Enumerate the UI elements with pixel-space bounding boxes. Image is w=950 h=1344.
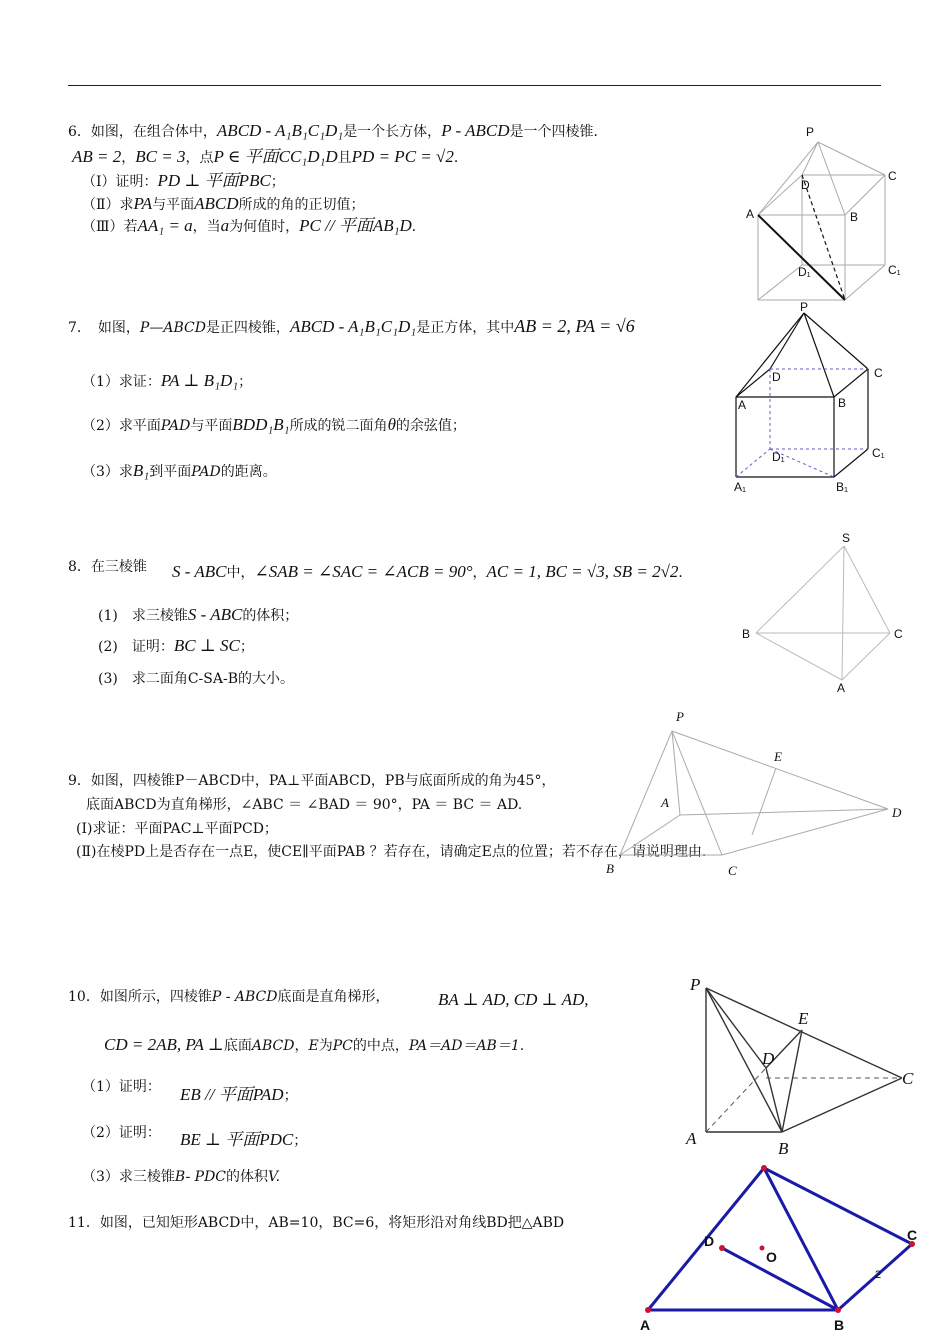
- q6-text: ；: [270, 174, 285, 190]
- q6-text: （Ⅱ）求: [82, 197, 134, 213]
- q8-text: 中，: [226, 565, 255, 581]
- q8-line1: [68, 558, 147, 576]
- fig7-label-A1: A₁: [734, 480, 747, 494]
- q10-part1: [82, 1078, 161, 1096]
- q7-line1: [68, 317, 635, 337]
- q6-math: P - ABCD: [441, 121, 510, 140]
- q7-text: 的距离。: [220, 464, 277, 480]
- q7-text: P—ABCD: [139, 320, 206, 336]
- fig6-label-A: A: [746, 207, 755, 221]
- fig10-edge-PD: [706, 988, 766, 1068]
- fig11-edge: [764, 1168, 912, 1244]
- fig9-label-P: P: [676, 709, 684, 724]
- q6-line2: [72, 148, 468, 167]
- fig11-label-A: A: [640, 1317, 651, 1333]
- q6-math: PD ⊥ 平面PBC: [157, 171, 271, 190]
- fig8-edge-SB: [756, 546, 844, 633]
- figure-6-diagram: [740, 120, 910, 310]
- q10-line1: [68, 988, 389, 1006]
- q7-text: 与平面: [190, 418, 233, 434]
- q7-math: B₁: [132, 461, 150, 480]
- q10-line1-math: [438, 991, 589, 1010]
- q6-text: ．: [411, 219, 426, 235]
- q6-part1: [82, 172, 285, 191]
- q10-math: BA ⊥ AD, CD ⊥ AD,: [438, 990, 589, 1009]
- q10-text: 为: [318, 1038, 333, 1054]
- q7-text: PAD: [191, 464, 221, 480]
- fig8-label-A: A: [837, 681, 846, 695]
- q10-part2: [82, 1124, 161, 1142]
- figure-9-diagram: [600, 705, 910, 885]
- q8-part1: [98, 606, 298, 625]
- q8-math: BC ⊥ SC: [173, 636, 240, 655]
- fig9-label-D: D: [892, 805, 902, 820]
- fig7-label-C1: C₁: [872, 446, 885, 460]
- fig8-edge-BA: [756, 633, 842, 680]
- q6-math: PA: [133, 194, 153, 213]
- figure-10-diagram: [684, 970, 924, 1160]
- q8-text: ．: [678, 565, 693, 581]
- q8-text: (1) 求三棱锥: [98, 608, 188, 624]
- q10-text: （1）证明：: [82, 1079, 161, 1095]
- q6-text: ，: [121, 150, 136, 166]
- q10-text: P - ABCD: [211, 989, 278, 1005]
- fig11-point-O: [760, 1246, 765, 1251]
- fig11-point: [761, 1165, 767, 1171]
- q6-math: PC // 平面AB₁D: [299, 216, 412, 235]
- q8-math: S - ABC: [172, 562, 227, 581]
- fig9-label-B: B: [606, 861, 614, 876]
- fig7-edge: [736, 369, 770, 397]
- q7-math: θ: [387, 415, 396, 434]
- q10-text: V.: [268, 1169, 281, 1185]
- fig8-label-S: S: [842, 531, 851, 545]
- q10-text: 底面: [223, 1038, 252, 1054]
- q10-text: E: [308, 1038, 319, 1054]
- fig9-edge-PB: [620, 731, 672, 855]
- q7-text: 是正方体，其中: [416, 320, 515, 336]
- q6-text: （Ⅲ）若: [82, 219, 138, 235]
- q10-text: 的体积: [226, 1169, 269, 1185]
- q7-text: （1）求证：: [82, 374, 161, 390]
- q7-text: 所成的锐二面角: [289, 418, 388, 434]
- q7-math: ABCD - A₁B₁C₁D₁: [289, 317, 417, 336]
- q10-text: ABCD: [251, 1038, 295, 1054]
- q10-math: BE ⊥ 平面PDC: [180, 1130, 294, 1149]
- fig6-label-C: C: [888, 169, 897, 183]
- q6-math: ABCD - A₁B₁C₁D₁: [216, 121, 344, 140]
- q7-text: ；: [238, 374, 253, 390]
- q7-text: PAD: [160, 418, 191, 434]
- fig6-edge: [845, 265, 885, 300]
- fig10-edge-BC: [782, 1078, 902, 1132]
- q8-text: ，: [472, 565, 487, 581]
- q7-part1: [82, 372, 252, 391]
- q6-math: PD = PC = √2: [351, 147, 454, 166]
- q6-text: ，点: [185, 150, 214, 166]
- q7-text: 是正四棱锥，: [205, 320, 290, 336]
- q6-text: 与平面: [152, 197, 195, 213]
- fig10-edge-EB: [782, 1030, 802, 1132]
- fig8-edge-CA: [842, 633, 890, 680]
- q7-text: 7． 如图，: [68, 320, 140, 336]
- fig8-edge-SA: [842, 546, 844, 680]
- q7-math: AB = 2, PA = √6: [514, 316, 635, 336]
- q8-line1-rest: [172, 563, 692, 582]
- q10-text: ，: [294, 1038, 309, 1054]
- fig11-label-O: O: [766, 1249, 777, 1265]
- q6-text: ．: [453, 150, 468, 166]
- fig7-label-B1: B₁: [836, 480, 849, 494]
- q10-part3: [82, 1168, 280, 1186]
- q7-math: BDD₁B₁: [232, 415, 290, 434]
- q8-math: AC = 1, BC = √3, SB = 2√2: [486, 562, 679, 581]
- fig7-label-D1: D₁: [772, 450, 785, 464]
- fig7-label-A: A: [738, 398, 747, 412]
- fig9-edge-PC: [672, 731, 722, 855]
- fig8-label-B: B: [742, 627, 751, 641]
- q8-math: ∠SAB = ∠SAC = ∠ACB = 90°: [254, 562, 473, 581]
- fig10-label-A: A: [686, 1129, 697, 1148]
- q10-text: 的中点，: [352, 1038, 409, 1054]
- q7-math: PA ⊥ B₁D₁: [160, 371, 239, 390]
- fig10-label-C: C: [902, 1069, 914, 1088]
- q10-math: CD = 2AB, PA ⊥: [104, 1035, 224, 1054]
- q10-line2: [104, 1036, 524, 1055]
- q6-text: 所成的角的正切值；: [238, 197, 365, 213]
- fig7-label-D: D: [772, 370, 781, 384]
- q10-text: 10．如图所示，四棱锥: [68, 989, 212, 1005]
- fig6-label-D: D: [801, 178, 810, 192]
- fig7-label-C: C: [874, 366, 883, 380]
- fig7-edge: [834, 369, 868, 397]
- q7-part2: [82, 416, 466, 435]
- q7-text: （2）求平面: [82, 418, 161, 434]
- q9-line1: 9．如图，四棱锥P－ABCD中，PA⊥平面ABCD，PB与底面所成的角为45°，: [68, 773, 556, 789]
- fig6-label-D1: D₁: [798, 265, 811, 279]
- q7-text: （3）求: [82, 464, 133, 480]
- fig11-point-A: [645, 1307, 651, 1313]
- fig7-hidden-edge: [736, 449, 770, 477]
- fig9-edge-EC: [752, 768, 776, 835]
- fig11-point-D: [719, 1245, 725, 1251]
- fig6-edge: [758, 175, 802, 215]
- fig10-label-E: E: [798, 1009, 809, 1028]
- q8-text: 8．在三棱锥: [68, 559, 147, 575]
- fig9-edge-BA: [620, 815, 680, 855]
- fig6-label-P: P: [806, 125, 815, 139]
- q9-part1: (Ⅰ)求证：平面PAC⊥平面PCD；: [76, 821, 278, 837]
- q7-text: 的余弦值；: [395, 418, 466, 434]
- q10-part1-math: [180, 1086, 298, 1105]
- q6-text: 是一个四棱锥．: [509, 124, 608, 140]
- fig10-edge-PC: [706, 988, 902, 1078]
- fig10-hidden-AD: [706, 1068, 766, 1132]
- q7-text: 到平面: [149, 464, 192, 480]
- q6-math: ABCD: [194, 194, 239, 213]
- q6-math: P ∈ 平面CC₁D₁D: [213, 147, 338, 166]
- fig6-edge: [758, 265, 802, 300]
- figure-8-diagram: [738, 530, 908, 700]
- q8-part2: [98, 637, 254, 656]
- q6-part3: [82, 217, 426, 236]
- q10-text: （2）证明：: [82, 1125, 161, 1141]
- fig10-label-D: D: [762, 1049, 775, 1068]
- fig9-edge-AD: [680, 809, 888, 815]
- q6-math: AA₁ = a: [137, 216, 193, 235]
- q6-math: a: [220, 216, 230, 235]
- figure-11-diagram: [630, 1160, 930, 1340]
- fig9-edge-PD: [672, 731, 888, 809]
- q10-text: 底面是直角梯形，: [277, 989, 390, 1005]
- q10-text: ；: [293, 1133, 308, 1149]
- fig6-dashed-DB1: [802, 175, 845, 300]
- q10-text: （3）求三棱锥: [82, 1169, 175, 1185]
- q6-math: AB = 2: [72, 147, 122, 166]
- q11-line1: 11．如图，已知矩形ABCD中，AB=10，BC=6，将矩形沿对角线BD把△ABD: [68, 1215, 565, 1231]
- q10-text: ；: [283, 1088, 298, 1104]
- q8-part3: [98, 670, 294, 688]
- fig10-label-P: P: [690, 975, 701, 994]
- fig9-label-C: C: [728, 863, 737, 878]
- q6-math: BC = 3: [135, 147, 186, 166]
- fig11-point-B: [835, 1307, 841, 1313]
- q7-part3: [82, 462, 277, 481]
- q8-text: (3) 求二面角C-SA-B的大小。: [98, 671, 294, 687]
- q10-text: B- PDC: [174, 1169, 227, 1185]
- fig7-edge: [736, 313, 804, 397]
- fig7-label-B: B: [838, 396, 847, 410]
- fig7-label-P: P: [800, 300, 809, 314]
- q10-math: EB // 平面PAD: [180, 1085, 284, 1104]
- q10-text: PC: [332, 1038, 353, 1054]
- fig6-label-C1: C₁: [888, 263, 901, 277]
- fig8-label-C: C: [894, 627, 903, 641]
- fig9-edge-PA: [672, 731, 680, 815]
- q8-text: 的体积；: [242, 608, 299, 624]
- fig11-label-B: B: [834, 1317, 845, 1333]
- figure-7-diagram: [728, 300, 898, 495]
- q8-text: ；: [239, 639, 254, 655]
- q6-text: 是一个长方体，: [343, 124, 442, 140]
- q6-text: 6．如图，在组合体中，: [68, 124, 217, 140]
- q6-text: 为何值时，: [229, 219, 300, 235]
- fig10-label-B: B: [778, 1139, 789, 1158]
- fig6-label-B: B: [850, 210, 859, 224]
- fig7-edge: [770, 313, 804, 369]
- fig9-label-A: A: [661, 795, 669, 810]
- q6-text: ，当: [192, 219, 221, 235]
- fig9-edge-CD: [722, 809, 888, 855]
- fig6-edge: [845, 175, 885, 215]
- fig8-edge-SC: [844, 546, 890, 633]
- q6-line1: [68, 122, 608, 141]
- q9-part2: (Ⅱ)在棱PD上是否存在一点E，使CE∥平面PAB ？若存在，请确定E点的位置；若不存在，请说明理由.: [76, 844, 707, 860]
- fig11-label-C: C: [907, 1227, 918, 1243]
- q6-text: （Ⅰ）证明：: [82, 174, 158, 190]
- fig7-edge: [834, 449, 868, 477]
- q10-part2-math: [180, 1131, 307, 1150]
- q8-math: S - ABC: [187, 605, 243, 624]
- fig9-label-E: E: [774, 749, 782, 764]
- header-rule: [68, 85, 881, 86]
- fig11-mark: 2: [875, 1269, 882, 1281]
- q10-text: PA＝AD＝AB＝1.: [408, 1038, 525, 1054]
- q6-part2: [82, 195, 364, 214]
- q8-text: (2) 证明：: [98, 639, 174, 655]
- q9-line2: 底面ABCD为直角梯形，∠ABC ＝ ∠BAD ＝ 90°，PA ＝ BC ＝ AD.: [86, 797, 523, 813]
- q6-text: 且: [337, 150, 352, 166]
- fig11-label-D: D: [704, 1233, 715, 1249]
